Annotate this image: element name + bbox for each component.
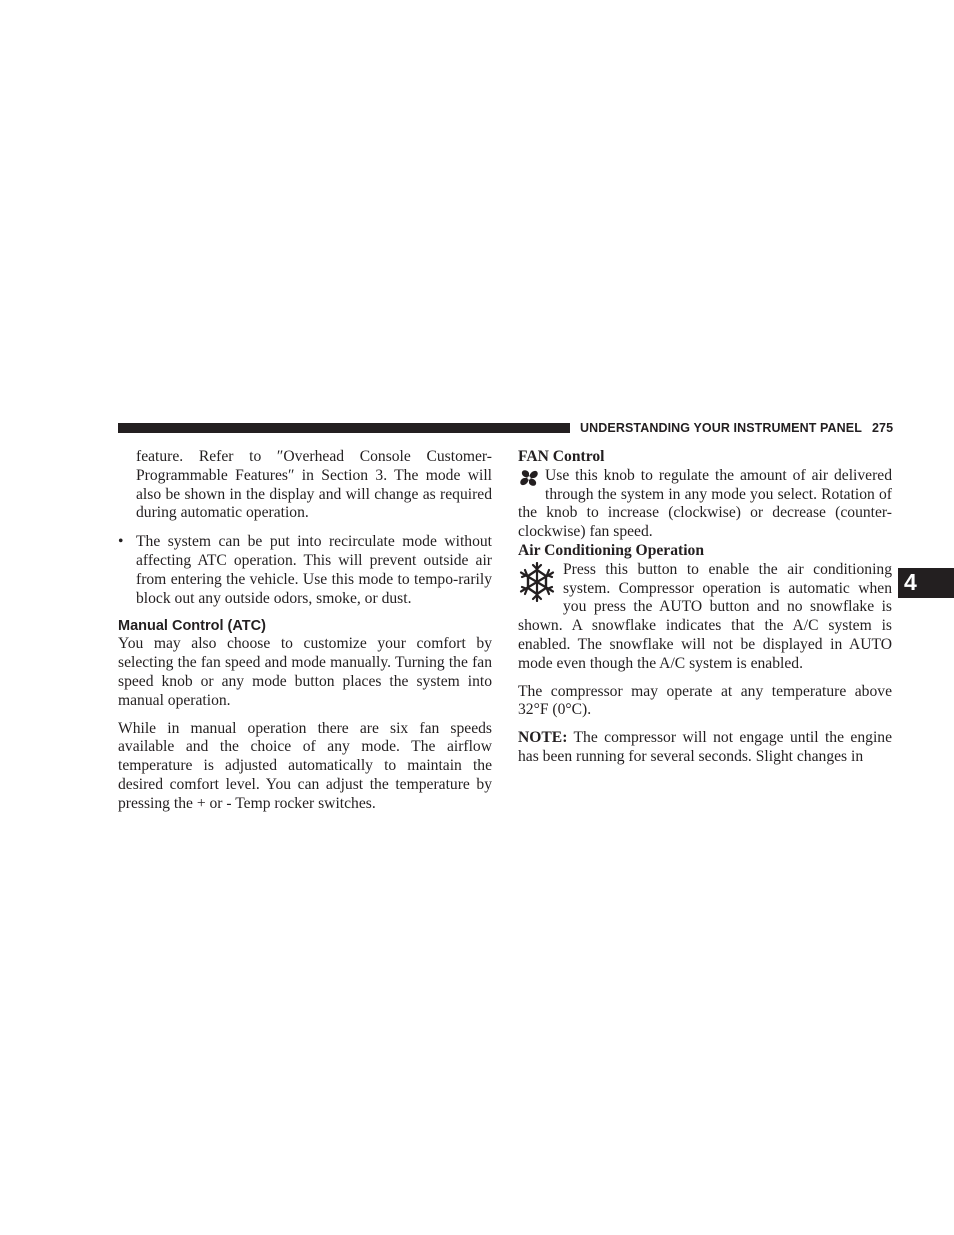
right-column — [518, 448, 892, 767]
list-item — [118, 533, 492, 608]
fan-control-heading: FAN Control — [518, 448, 605, 465]
continued-paragraph: feature. Refer to ″Overhead Console Customer-Programmable Features″ in Section 3. The mode will also be shown in the display and will change as required during automatic operation. — [136, 448, 492, 522]
manual-control-heading: Manual Control (ATC) — [118, 618, 266, 635]
fan-control-paragraph: Use this knob to regulate the amount of air delivered through the system in any mode you select. Rotation of the knob to increase (clockwise) or decrease (counter-clockwise) fan speed. — [518, 466, 892, 541]
chapter-tab — [898, 568, 954, 598]
left-column — [118, 448, 492, 814]
running-header — [580, 421, 894, 435]
fan-control-block — [518, 467, 892, 542]
ac-operation-block — [518, 561, 892, 674]
fan-icon — [518, 469, 540, 487]
page-number: 275 — [871, 421, 894, 435]
compressor-paragraph: The compressor may operate at any temperature above 32°F (0°C). — [518, 682, 892, 719]
manual-paragraph-1: You may also choose to customize your comfort by selecting the fan speed and mode manually. Turning the fan speed knob or any mode button places the system into manual operation. — [118, 635, 492, 709]
header-rule-bar — [118, 423, 570, 433]
ac-operation-heading: Air Conditioning Operation — [518, 541, 704, 559]
note-paragraph — [518, 729, 892, 767]
bullet-text: The system can be put into recirculate mode without affecting ATC operation. This will prevent outside air from entering the vehicle. Use this mode to tempo-rarily block out any outside odors, smoke, or dust. — [136, 533, 492, 607]
manual-paragraph-2: While in manual operation there are six fan speeds available and the choice of any mode. The airflow temperature is adjusted automatically to maintain the desired comfort level. You can adjust the temperature by pressing the + or - Temp rocker switches. — [118, 719, 492, 812]
chapter-number: 4 — [904, 569, 917, 595]
ac-operation-paragraph: Press this button to enable the air conditioning system. Compressor operation is automatic when you press the AUTO button and no snowflake is shown. A snowflake indicates that the A/C system is enabled. The snowflake will not be displayed in AUTO mode even though the A/C system is enabled. — [518, 560, 892, 672]
bullet-symbol: • — [118, 533, 124, 551]
note-label: NOTE: — [518, 729, 568, 747]
section-title: UNDERSTANDING YOUR INSTRUMENT PANEL — [580, 421, 862, 435]
note-text: The compressor will not engage until the engine has been running for several seconds. Slight changes in — [518, 729, 892, 765]
snowflake-icon — [518, 562, 556, 602]
